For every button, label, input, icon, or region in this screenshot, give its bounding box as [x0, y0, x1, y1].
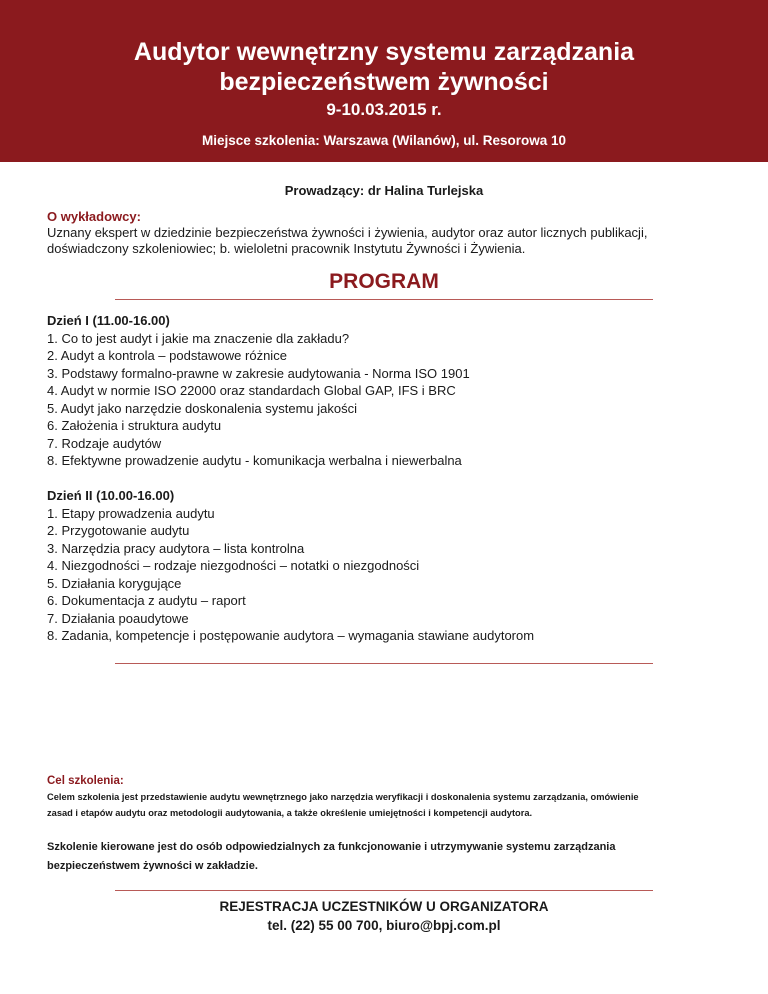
list-item: 7. Rodzaje audytów — [47, 435, 162, 451]
list-item: 5. Działania korygujące — [47, 575, 182, 591]
target-audience-line-2: bezpieczeństwem żywności w zakładzie. — [47, 860, 258, 872]
training-goal-line-1: Celem szkolenia jest przedstawienie audytu wewnętrznego jako narzędzia weryfikacji i doskonalenia systemu zarządzania, omówienie — [47, 792, 639, 802]
list-item: 4. Audyt w normie ISO 22000 oraz standardach Global GAP, IFS i BRC — [47, 383, 456, 398]
program-day-1 — [47, 312, 727, 470]
title-line-2: bezpieczeństwem żywności — [219, 68, 549, 96]
divider-registration — [115, 890, 653, 891]
list-item: 4. Niezgodności – rodzaje niezgodności – notatki o niezgodności — [47, 558, 420, 573]
list-item: 6. Dokumentacja z audytu – raport — [47, 593, 246, 608]
list-item: 3. Narzędzia pracy audytora – lista kontrolna — [47, 540, 305, 556]
lecturer-name: Prowadzący: dr Halina Turlejska — [284, 183, 484, 198]
list-item: 2. Przygotowanie audytu — [47, 523, 190, 538]
page-title — [0, 37, 768, 97]
list-item: 8. Zadania, kompetencje i postępowanie audytora – wymagania stawiane audytorom — [47, 628, 535, 643]
training-goal-label: Cel szkolenia: — [47, 775, 124, 787]
list-item: 2. Audyt a kontrola – podstawowe różnice — [47, 348, 287, 363]
about-lecturer — [47, 209, 727, 257]
day-1-heading: Dzień I (11.00-16.00) — [47, 313, 170, 328]
registration-heading: REJESTRACJA UCZESTNIKÓW U ORGANIZATORA — [219, 899, 549, 914]
list-item: 8. Efektywne prowadzenie audytu - komunikacja werbalna i niewerbalna — [47, 453, 462, 468]
list-item: 7. Działania poaudytowe — [47, 610, 189, 626]
list-item: 1. Etapy prowadzenia audytu — [47, 505, 215, 521]
program-day-2 — [47, 487, 727, 645]
list-item: 6. Założenia i struktura audytu — [47, 418, 222, 433]
program-heading: PROGRAM — [329, 270, 439, 293]
training-goal — [47, 773, 727, 821]
about-lecturer-line-1: Uznany ekspert w dziedzinie bezpieczeństwa żywności i żywienia, audytor oraz autor licznych publikacji, — [47, 225, 648, 240]
divider-program-top — [115, 299, 653, 300]
day-2-heading: Dzień II (10.00-16.00) — [47, 488, 175, 503]
training-dates: 9-10.03.2015 r. — [326, 100, 442, 119]
training-goal-line-2: zasad i etapów audytu oraz metodologii audytowania, a także określenie umiejętności i kompetencji audytora. — [47, 808, 533, 818]
registration-info — [0, 897, 768, 935]
target-audience — [47, 838, 727, 876]
target-audience-line-1: Szkolenie kierowane jest do osób odpowiedzialnych za funkcjonowanie i utrzymywanie systemu zarządzania — [47, 841, 616, 853]
registration-contact: tel. (22) 55 00 700, biuro@bpj.com.pl — [267, 918, 501, 933]
header-banner — [0, 0, 768, 162]
about-lecturer-label: O wykładowcy: — [47, 209, 141, 224]
about-lecturer-line-2: doświadczony szkoleniowiec; b. wieloletni pracownik Instytutu Żywności i Żywienia. — [47, 241, 526, 256]
list-item: 3. Podstawy formalno-prawne w zakresie audytowania - Norma ISO 1901 — [47, 365, 470, 381]
list-item: 1. Co to jest audyt i jakie ma znaczenie dla zakładu? — [47, 330, 350, 346]
divider-program-bottom — [115, 663, 653, 664]
list-item: 5. Audyt jako narzędzie doskonalenia systemu jakości — [47, 400, 358, 416]
title-line-1: Audytor wewnętrzny systemu zarządzania — [133, 38, 635, 66]
training-location: Miejsce szkolenia: Warszawa (Wilanów), ul. Resorowa 10 — [202, 133, 566, 148]
